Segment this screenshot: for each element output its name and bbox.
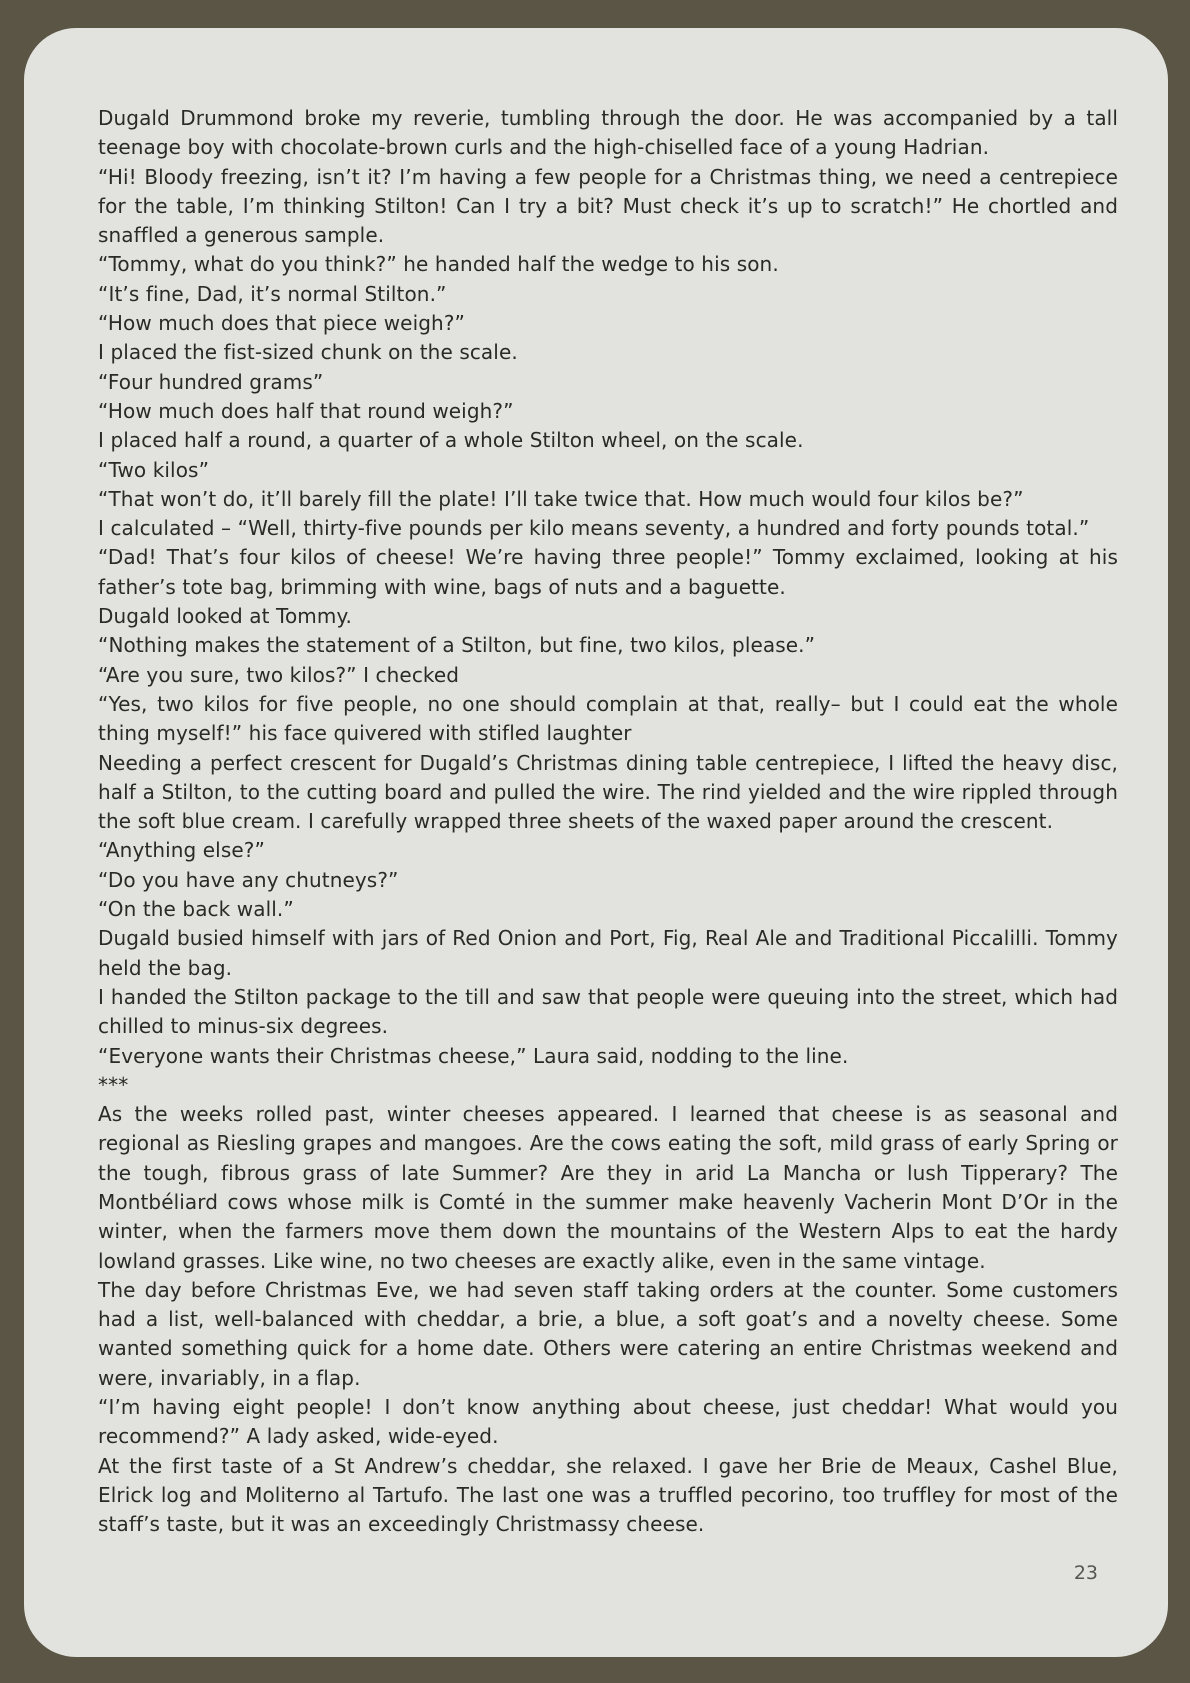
paragraph: “Yes, two kilos for five people, no one should complain at that, really– but I could eat the whole thing myself!” his face quivered with stifled laughter [98,691,1118,746]
body-text [98,104,1118,1540]
paragraph: “On the back wall.” [98,897,294,922]
paragraph: “Hi! Bloody freezing, isn’t it? I’m having a few people for a Christmas thing, we need a centrepiece for the table, I’m thinking Stilton! Can I try a bit? Must check it’s up to scratch!” He chortled and snaffled a generous sample. [98,164,1118,248]
paragraph: I placed half a round, a quarter of a whole Stilton wheel, on the scale. [98,428,804,453]
paragraph: “Are you sure, two kilos?” I checked [98,662,460,687]
paragraph: Dugald busied himself with jars of Red Onion and Port, Fig, Real Ale and Traditional Piccalilli. Tommy held the bag. [98,926,1118,980]
paragraph: “Everyone wants their Christmas cheese,” Laura said, nodding to the line. [98,1043,849,1068]
paragraph: Dugald looked at Tommy. [98,604,353,629]
paragraph: I handed the Stilton package to the till and saw that people were queuing into the street, which had chilled to minus-six degrees. [98,984,1118,1039]
section-break: *** [98,1072,129,1097]
paragraph: The day before Christmas Eve, we had seven staff taking orders at the counter. Some customers had a list, well-balanced with cheddar, a brie, a blue, a soft goat’s and a novelty cheese. Some wanted something quick for a home date. Others were catering an entire Christmas weekend and were, invariably, in a flap. [98,1277,1118,1390]
paragraph: “Four hundred grams” [98,369,324,394]
paragraph: “Nothing makes the statement of a Stilton, but fine, two kilos, please.” [98,633,816,658]
page-card [24,28,1168,1657]
paragraph: “How much does half that round weigh?” [98,398,514,423]
paragraph: “How much does that piece weigh?” [98,311,465,336]
page-number: 23 [1073,1562,1098,1584]
paragraph: “It’s fine, Dad, it’s normal Stilton.” [98,281,447,306]
paragraph: “Do you have any chutneys?” [98,867,399,892]
paragraph: As the weeks rolled past, winter cheeses appeared. I learned that cheese is as seasonal and regional as Riesling grapes and mangoes. Are the cows eating the soft, mild grass of early Spring or the tough, fibrous grass of late Summer? Are they in arid La Mancha or lush Tipperary? The Montbéliard cows whose milk is Comté in the summer make heavenly Vacherin Mont D’Or in the winter, when the farmers move them down the mountains of the Western Alps to eat the hardy lowland grasses. Like wine, no two cheeses are exactly alike, even in the same vintage. [98,1102,1118,1273]
paragraph: “That won’t do, it’ll barely fill the plate! I’ll take twice that. How much would four kilos be?” [98,486,1024,511]
paragraph: I calculated – “Well, thirty-five pounds per kilo means seventy, a hundred and forty pounds total.” [98,516,1090,541]
paragraph: Dugald Drummond broke my reverie, tumbling through the door. He was accompanied by a tall teenage boy with chocolate-brown curls and the high-chiselled face of a young Hadrian. [98,106,1118,160]
paragraph: “Tommy, what do you think?” he handed half the wedge to his son. [98,252,779,277]
paragraph: “Two kilos” [98,457,210,482]
paragraph: Needing a perfect crescent for Dugald’s Christmas dining table centrepiece, I lifted the heavy disc, half a Stilton, to the cutting board and pulled the wire. The rind yielded and the wire rippled through the soft blue cream. I carefully wrapped three sheets of the waxed paper around the crescent. [98,750,1118,834]
paragraph: At the first taste of a St Andrew’s cheddar, she relaxed. I gave her Brie de Meaux, Cashel Blue, Elrick log and Moliterno al Tartufo. The last one was a truffled pecorino, too truffley for most of the staff’s taste, but it was an exceedingly Christmassy cheese. [98,1453,1118,1537]
paragraph: “I’m having eight people! I don’t know anything about cheese, just cheddar! What would you recommend?” A lady asked, wide-eyed. [98,1395,1118,1449]
paragraph: “Anything else?” [98,838,265,863]
paragraph: I placed the fist-sized chunk on the scale. [98,340,518,365]
paragraph: “Dad! That’s four kilos of cheese! We’re having three people!” Tommy exclaimed, looking at his father’s tote bag, brimming with wine, bags of nuts and a baguette. [98,545,1118,599]
